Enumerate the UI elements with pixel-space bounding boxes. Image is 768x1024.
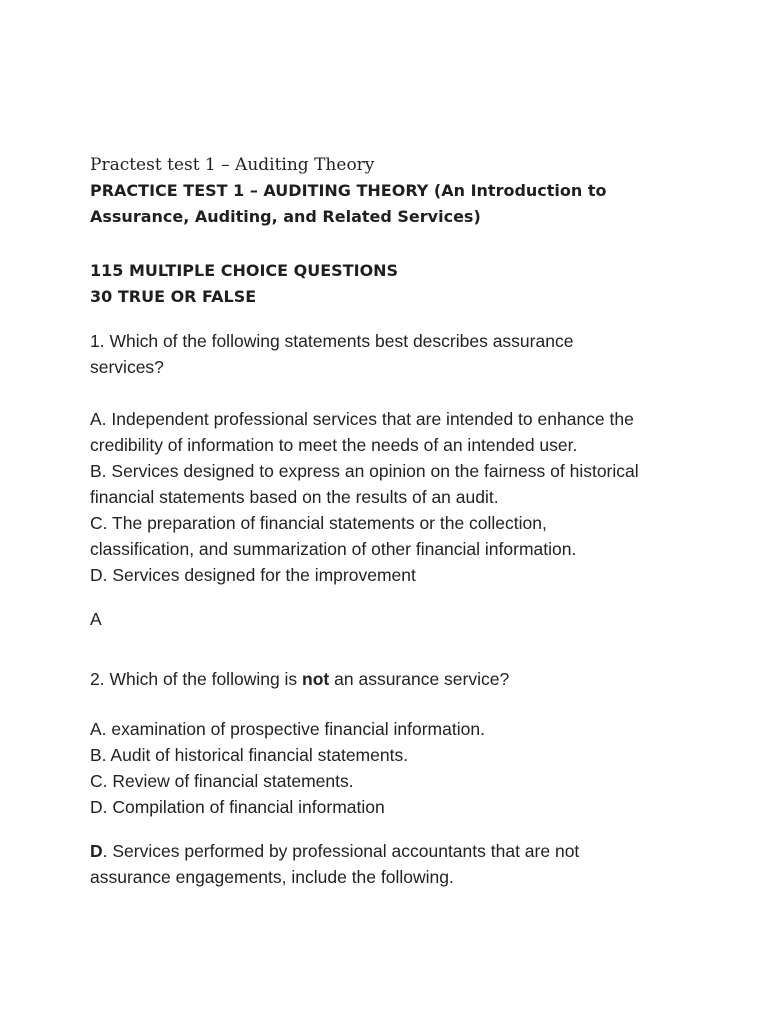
question-1-prompt-line-2: services?	[90, 357, 164, 377]
true-false-count: 30 TRUE OR FALSE	[90, 287, 257, 306]
question-1-option-line: classification, and summarization of other financial information.	[90, 539, 577, 559]
question-1-option-line: credibility of information to meet the needs of an intended user.	[90, 435, 578, 455]
test-heading	[90, 178, 710, 230]
question-2-explanation-line-2: assurance engagements, include the following.	[90, 867, 454, 887]
question-2-option-line: C. Review of financial statements.	[90, 771, 354, 791]
question-2-options	[90, 716, 710, 820]
document-page	[90, 152, 710, 890]
question-1-prompt-line-1: 1. Which of the following statements best describes assurance	[90, 331, 574, 351]
test-heading-line-1: PRACTICE TEST 1 – AUDITING THEORY (An Introduction to	[90, 181, 607, 200]
question-2-prompt-start: 2. Which of the following is	[90, 669, 303, 689]
question-2-explanation-line-1: . Services performed by professional accountants that are not	[102, 841, 580, 861]
question-1-answer: A	[90, 609, 102, 629]
question-2-prompt-emphasis: not	[302, 669, 330, 689]
question-1-option-line: A. Independent professional services that are intended to enhance the	[90, 409, 634, 429]
question-2-answer-line-1	[90, 838, 710, 864]
question-1-options	[90, 406, 710, 588]
question-2-option-line: B. Audit of historical financial statements.	[90, 745, 409, 765]
question-1-option-line: B. Services designed to express an opinion on the fairness of historical	[90, 461, 639, 481]
question-1	[90, 328, 710, 632]
question-2	[90, 666, 710, 890]
question-1-option-line: C. The preparation of financial statements or the collection,	[90, 513, 547, 533]
question-2-prompt-end: an assurance service?	[329, 669, 510, 689]
question-1-prompt	[90, 328, 710, 380]
question-2-prompt	[90, 666, 710, 692]
question-2-answer	[90, 838, 710, 890]
question-counts	[90, 258, 710, 310]
mcq-count: 115 MULTIPLE CHOICE QUESTIONS	[90, 261, 399, 280]
question-2-option-line: A. examination of prospective financial information.	[90, 719, 485, 739]
test-heading-line-2: Assurance, Auditing, and Related Services)	[90, 207, 481, 226]
question-2-answer-letter: D	[90, 841, 103, 861]
question-1-option-line: financial statements based on the results of an audit.	[90, 487, 499, 507]
question-1-option-line: D. Services designed for the improvement	[90, 565, 416, 585]
document-title: Practest test 1 – Auditing Theory	[90, 155, 375, 175]
question-2-option-line: D. Compilation of financial information	[90, 797, 385, 817]
